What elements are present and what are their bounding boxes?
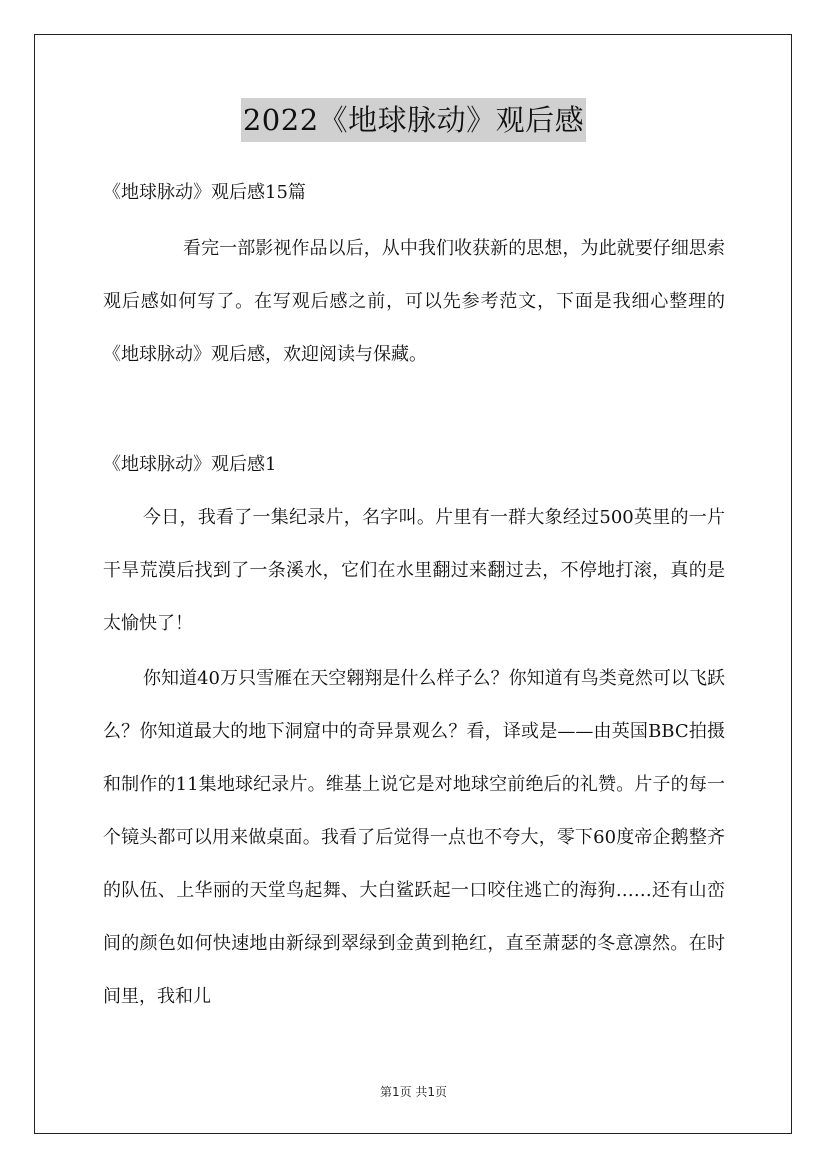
body-paragraph-1: 今日，我看了一集纪录片，名字叫。片里有一群大象经过500英里的一片干旱荒漠后找到了一条溪水，它们在水里翻过来翻过去，不停地打滚，真的是太愉快了！ bbox=[103, 507, 725, 634]
section-heading: 《地球脉动》观后感1 bbox=[103, 454, 277, 475]
document-title: 2022《地球脉动》观后感 bbox=[241, 98, 586, 142]
document-subtitle: 《地球脉动》观后感15篇 bbox=[103, 182, 306, 203]
page-footer: 第1页 共1页 bbox=[379, 1085, 448, 1099]
intro-paragraph: 看完一部影视作品以后，从中我们收获新的思想，为此就要仔细思索观后感如何写了。在写观后感之前，可以先参考范文，下面是我细心整理的《地球脉动》观后感，欢迎阅读与保藏。 bbox=[103, 238, 725, 365]
body-paragraph-2: 你知道40万只雪雁在天空翱翔是什么样子么？你知道有鸟类竟然可以飞跃么？你知道最大的地下洞窟中的奇异景观么？看，译或是——由英国BBC拍摄和制作的11集地球纪录片。维基上说它是对地球空前绝后的礼赞。片子的每一个镜头都可以用来做桌面。我看了后觉得一点也不夸大，零下60度帝企鹅整齐的队伍、上华丽的天堂鸟起舞、大白鲨跃起一口咬住逃亡的海狗……还有山峦间的颜色如何快速地由新绿到翠绿到金黄到艳红，直至萧瑟的冬意凛然。在时间里，我和儿 bbox=[103, 668, 725, 1007]
title-container bbox=[0, 98, 827, 142]
